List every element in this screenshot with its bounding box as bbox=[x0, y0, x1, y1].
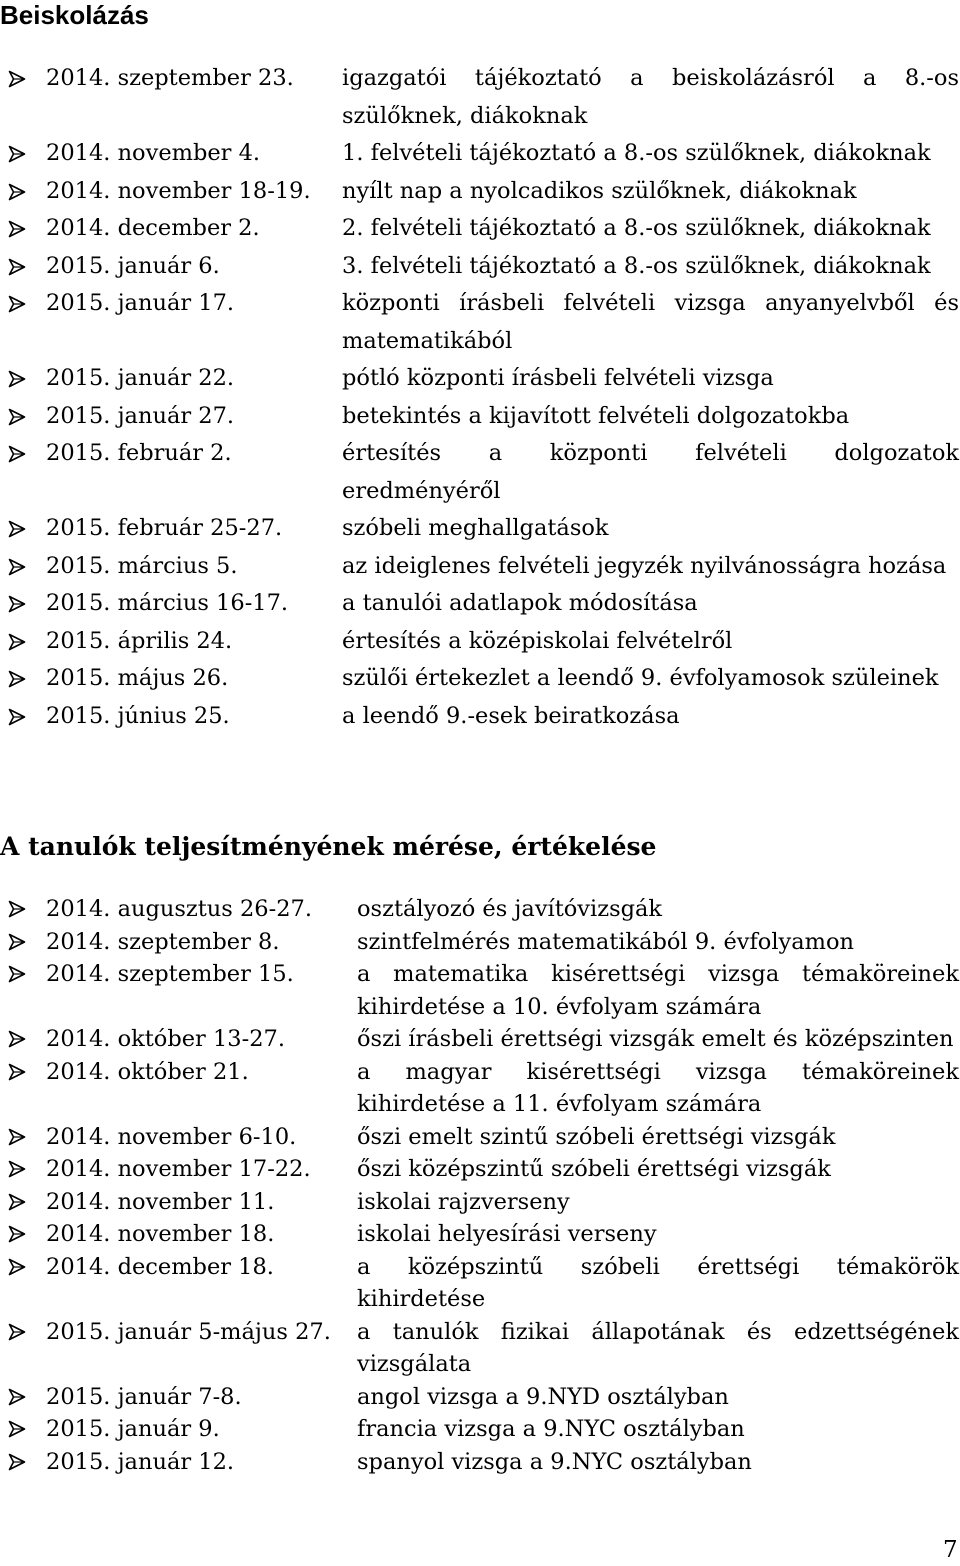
arrowhead-bullet-icon bbox=[8, 183, 26, 201]
list-item bbox=[0, 248, 960, 286]
arrowhead-bullet-icon bbox=[8, 220, 26, 238]
list-item bbox=[0, 60, 960, 135]
item-description: őszi írásbeli érettségi vizsgák emelt és középszinten bbox=[357, 1026, 954, 1052]
arrowhead-bullet-icon bbox=[8, 965, 26, 983]
list-item bbox=[0, 926, 960, 959]
list-item bbox=[0, 548, 960, 586]
arrowhead-bullet-icon bbox=[8, 70, 26, 88]
list-item bbox=[0, 1153, 960, 1186]
item-description: a matematika kisérettségi vizsga témaköreinek kihirdetése a 10. évfolyam számára bbox=[357, 961, 959, 1020]
item-date: 2015. április 24. bbox=[46, 627, 233, 654]
list-item bbox=[0, 360, 960, 398]
item-description: 3. felvételi tájékoztató a 8.-os szülőknek, diákoknak bbox=[342, 252, 931, 279]
arrowhead-bullet-icon bbox=[8, 1453, 26, 1471]
list-item bbox=[0, 1413, 960, 1446]
item-description: spanyol vizsga a 9.NYC osztályban bbox=[357, 1448, 752, 1475]
item-date: 2015. január 17. bbox=[46, 290, 235, 316]
item-description: központi írásbeli felvételi vizsga anyanyelvből és matematikából bbox=[342, 290, 959, 354]
list-item bbox=[0, 660, 960, 698]
item-date: 2014. november 4. bbox=[46, 140, 261, 166]
item-description: a középszintű szóbeli érettségi témakörök kihirdetése bbox=[357, 1253, 959, 1312]
list-item bbox=[0, 893, 960, 926]
section-title-meres: A tanulók teljesítményének mérése, értékelése bbox=[0, 832, 657, 861]
item-description: angol vizsga a 9.NYD osztályban bbox=[357, 1383, 729, 1410]
item-date: 2014. szeptember 15. bbox=[46, 961, 294, 987]
section-title-beiskolazas: Beiskolázás bbox=[0, 0, 149, 30]
arrowhead-bullet-icon bbox=[8, 1388, 26, 1406]
item-date: 2015. június 25. bbox=[46, 702, 230, 729]
arrowhead-bullet-icon bbox=[8, 900, 26, 918]
item-description: nyílt nap a nyolcadikos szülőknek, diákoknak bbox=[342, 177, 857, 204]
item-date: 2015. január 6. bbox=[46, 252, 220, 279]
item-description: a magyar kisérettségi vizsga témaköreinek kihirdetése a 11. évfolyam számára bbox=[357, 1058, 959, 1117]
item-date: 2014. december 2. bbox=[46, 215, 260, 241]
item-date: 2014. szeptember 8. bbox=[46, 928, 280, 955]
item-description: osztályozó és javítóvizsgák bbox=[357, 896, 663, 922]
arrowhead-bullet-icon bbox=[8, 1323, 26, 1341]
item-date: 2014. november 17-22. bbox=[46, 1156, 311, 1182]
item-description: szülői értekezlet a leendő 9. évfolyamosok szüleinek bbox=[342, 665, 939, 691]
arrowhead-bullet-icon bbox=[8, 1193, 26, 1211]
item-date: 2014. október 21. bbox=[46, 1058, 249, 1085]
item-description: értesítés a középiskolai felvételről bbox=[342, 627, 733, 654]
arrowhead-bullet-icon bbox=[8, 933, 26, 951]
item-date: 2015. január 9. bbox=[46, 1416, 220, 1442]
list-item bbox=[0, 585, 960, 623]
item-description: az ideiglenes felvételi jegyzék nyilvánosságra hozása bbox=[342, 552, 947, 579]
arrowhead-bullet-icon bbox=[8, 370, 26, 388]
arrowhead-bullet-icon bbox=[8, 1128, 26, 1146]
item-description: iskolai rajzverseny bbox=[357, 1188, 570, 1215]
item-date: 2015. január 5-május 27. bbox=[46, 1318, 331, 1345]
list-item bbox=[0, 435, 960, 510]
arrowhead-bullet-icon bbox=[8, 295, 26, 313]
item-date: 2014. november 6-10. bbox=[46, 1123, 297, 1150]
list-item bbox=[0, 623, 960, 661]
item-description: igazgatói tájékoztató a beiskolázásról a 8.-os szülőknek, diákoknak bbox=[342, 65, 959, 129]
arrowhead-bullet-icon bbox=[8, 1225, 26, 1243]
arrowhead-bullet-icon bbox=[8, 1258, 26, 1276]
arrowhead-bullet-icon bbox=[8, 1420, 26, 1438]
page-number: 7 bbox=[943, 1537, 958, 1563]
list-item bbox=[0, 1381, 960, 1414]
list-item bbox=[0, 1316, 960, 1381]
list-item bbox=[0, 510, 960, 548]
arrowhead-bullet-icon bbox=[8, 445, 26, 463]
item-date: 2014. augusztus 26-27. bbox=[46, 896, 313, 922]
list-item bbox=[0, 1251, 960, 1316]
arrowhead-bullet-icon bbox=[8, 1160, 26, 1178]
list-item bbox=[0, 285, 960, 360]
item-date: 2014. december 18. bbox=[46, 1253, 274, 1280]
item-date: 2015. január 27. bbox=[46, 402, 235, 429]
item-date: 2015. március 16-17. bbox=[46, 590, 289, 616]
arrowhead-bullet-icon bbox=[8, 708, 26, 726]
item-description: a leendő 9.-esek beiratkozása bbox=[342, 702, 680, 729]
arrowhead-bullet-icon bbox=[8, 520, 26, 538]
item-description: a tanulói adatlapok módosítása bbox=[342, 590, 698, 616]
list-item bbox=[0, 210, 960, 248]
item-description: szóbeli meghallgatások bbox=[342, 515, 609, 541]
item-description: 1. felvételi tájékoztató a 8.-os szülőknek, diákoknak bbox=[342, 140, 931, 166]
list-item bbox=[0, 173, 960, 211]
item-date: 2014. november 18-19. bbox=[46, 177, 311, 204]
list-item bbox=[0, 1121, 960, 1154]
arrowhead-bullet-icon bbox=[8, 670, 26, 688]
item-description: őszi emelt szintű szóbeli érettségi vizsgák bbox=[357, 1123, 836, 1150]
arrowhead-bullet-icon bbox=[8, 633, 26, 651]
list-item bbox=[0, 1056, 960, 1121]
item-description: szintfelmérés matematikából 9. évfolyamon bbox=[357, 928, 855, 955]
list-item bbox=[0, 398, 960, 436]
item-date: 2015. február 25-27. bbox=[46, 515, 283, 541]
item-description: pótló központi írásbeli felvételi vizsga bbox=[342, 365, 774, 391]
arrowhead-bullet-icon bbox=[8, 408, 26, 426]
item-description: őszi középszintű szóbeli érettségi vizsgák bbox=[357, 1156, 831, 1182]
item-description: 2. felvételi tájékoztató a 8.-os szülőknek, diákoknak bbox=[342, 215, 931, 241]
beiskolazas-list bbox=[0, 60, 960, 735]
item-description: a tanulók fizikai állapotának és edzettségének vizsgálata bbox=[357, 1318, 959, 1377]
item-date: 2015. február 2. bbox=[46, 440, 232, 466]
item-date: 2015. május 26. bbox=[46, 665, 229, 691]
list-item bbox=[0, 958, 960, 1023]
list-item bbox=[0, 698, 960, 736]
arrowhead-bullet-icon bbox=[8, 145, 26, 163]
item-date: 2015. március 5. bbox=[46, 552, 238, 579]
item-description: betekintés a kijavított felvételi dolgozatokba bbox=[342, 402, 850, 429]
item-date: 2015. január 12. bbox=[46, 1448, 235, 1475]
item-date: 2014. november 11. bbox=[46, 1188, 275, 1215]
list-item bbox=[0, 1186, 960, 1219]
meres-list bbox=[0, 893, 960, 1478]
item-description: értesítés a központi felvételi dolgozatok eredményéről bbox=[342, 440, 959, 504]
item-description: francia vizsga a 9.NYC osztályban bbox=[357, 1416, 745, 1442]
arrowhead-bullet-icon bbox=[8, 258, 26, 276]
item-description: iskolai helyesírási verseny bbox=[357, 1221, 657, 1247]
list-item bbox=[0, 1446, 960, 1479]
arrowhead-bullet-icon bbox=[8, 1063, 26, 1081]
item-date: 2014. november 18. bbox=[46, 1221, 275, 1247]
item-date: 2015. január 7-8. bbox=[46, 1383, 242, 1410]
list-item bbox=[0, 135, 960, 173]
item-date: 2014. szeptember 23. bbox=[46, 65, 294, 91]
arrowhead-bullet-icon bbox=[8, 558, 26, 576]
item-date: 2014. október 13-27. bbox=[46, 1026, 285, 1052]
list-item bbox=[0, 1023, 960, 1056]
item-date: 2015. január 22. bbox=[46, 365, 235, 391]
list-item bbox=[0, 1218, 960, 1251]
arrowhead-bullet-icon bbox=[8, 1030, 26, 1048]
arrowhead-bullet-icon bbox=[8, 595, 26, 613]
